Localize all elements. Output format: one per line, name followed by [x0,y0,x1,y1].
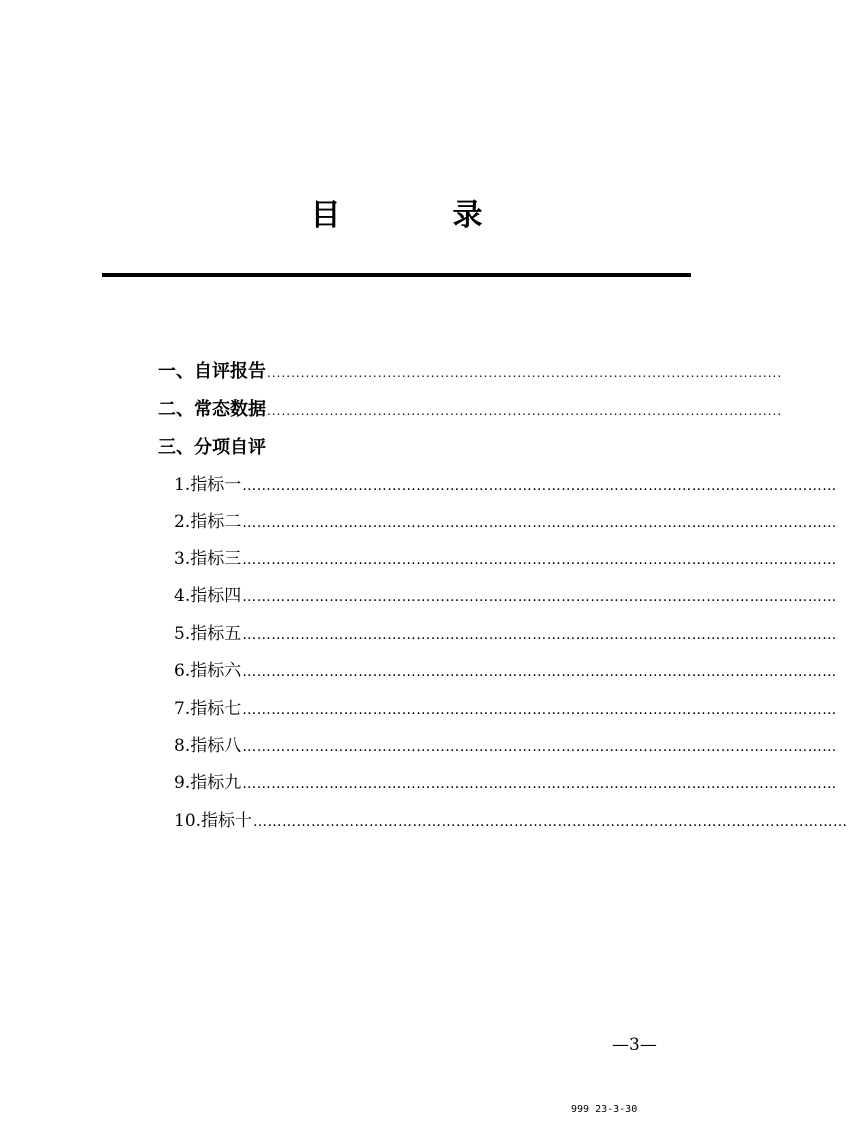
leader-dots: …………………………………………………………………………………………………………… [242,589,837,605]
toc-section-label: 一、自评报告 [158,361,266,382]
toc-indicator-number: 4. [174,586,191,606]
toc-indicator-number: 6. [174,661,191,681]
toc-indicator-2[interactable] [174,507,837,532]
toc-section-label: 三、分项自评 [158,437,266,458]
toc-indicator-number: 5. [174,624,191,644]
toc-indicator-label: 指标十 [201,811,253,831]
toc-indicator-number: 1. [174,475,191,495]
page-number: —3— [612,1035,657,1055]
title-char-1: 目 [310,198,341,233]
toc-indicator-label: 指标四 [190,586,242,606]
leader-dots: …………………………………………………………………………………………………………… [242,776,837,792]
toc-indicator-10[interactable] [174,806,848,831]
toc-indicator-number: 7. [174,699,191,719]
leader-dots: …………………………………………………………………………………………………………… [242,664,837,680]
toc-indicator-number: 2. [174,512,191,532]
toc-indicator-number: 10. [174,811,202,831]
toc-indicator-label: 指标九 [190,773,242,793]
title-char-2: 录 [452,198,483,233]
toc-indicator-label: 指标二 [190,512,242,532]
leader-dots: …………………………………………………………………………………………………………… [242,739,837,755]
toc-indicator-number: 9. [174,773,191,793]
footer-code: 999 23-3-30 [571,1104,638,1115]
leader-dots: …………………………………………………………………………………………………………… [253,814,848,830]
toc-section-1[interactable] [158,357,783,383]
leader-dots: …………………………………………………………………………………………………………… [242,515,837,531]
toc-indicator-number: 8. [174,736,191,756]
toc-section-2[interactable] [158,395,783,421]
toc-indicator-label: 指标六 [190,661,242,681]
toc-section-3[interactable] [158,433,654,459]
leader-dots: …………………………………………………………………………………………………………… [242,702,837,718]
leader-dots: …………………………………………………………………………………………………………… [242,478,837,494]
toc-indicator-5[interactable] [174,619,837,644]
toc-indicator-1[interactable] [174,470,837,495]
toc-indicator-3[interactable] [174,544,837,569]
toc-indicator-7[interactable] [174,694,837,719]
toc-indicator-label: 指标七 [190,699,242,719]
toc-indicator-9[interactable] [174,768,837,793]
toc-indicator-6[interactable] [174,656,837,681]
toc-indicator-label: 指标一 [190,475,242,495]
toc-indicator-8[interactable] [174,731,837,756]
leader-dots: …………………………………………………………………………………………………………… [242,627,837,643]
toc-indicator-label: 指标八 [190,736,242,756]
toc-indicator-label: 指标五 [190,624,242,644]
toc-indicator-4[interactable] [174,581,837,606]
toc-section-label: 二、常态数据 [158,399,266,420]
leader-dots: ........................................................................................................... [267,404,783,418]
toc-indicator-number: 3. [174,549,191,569]
leader-dots: ........................................................................................................... [267,366,783,380]
toc-indicator-label: 指标三 [190,549,242,569]
leader-dots: …………………………………………………………………………………………………………… [242,552,837,568]
